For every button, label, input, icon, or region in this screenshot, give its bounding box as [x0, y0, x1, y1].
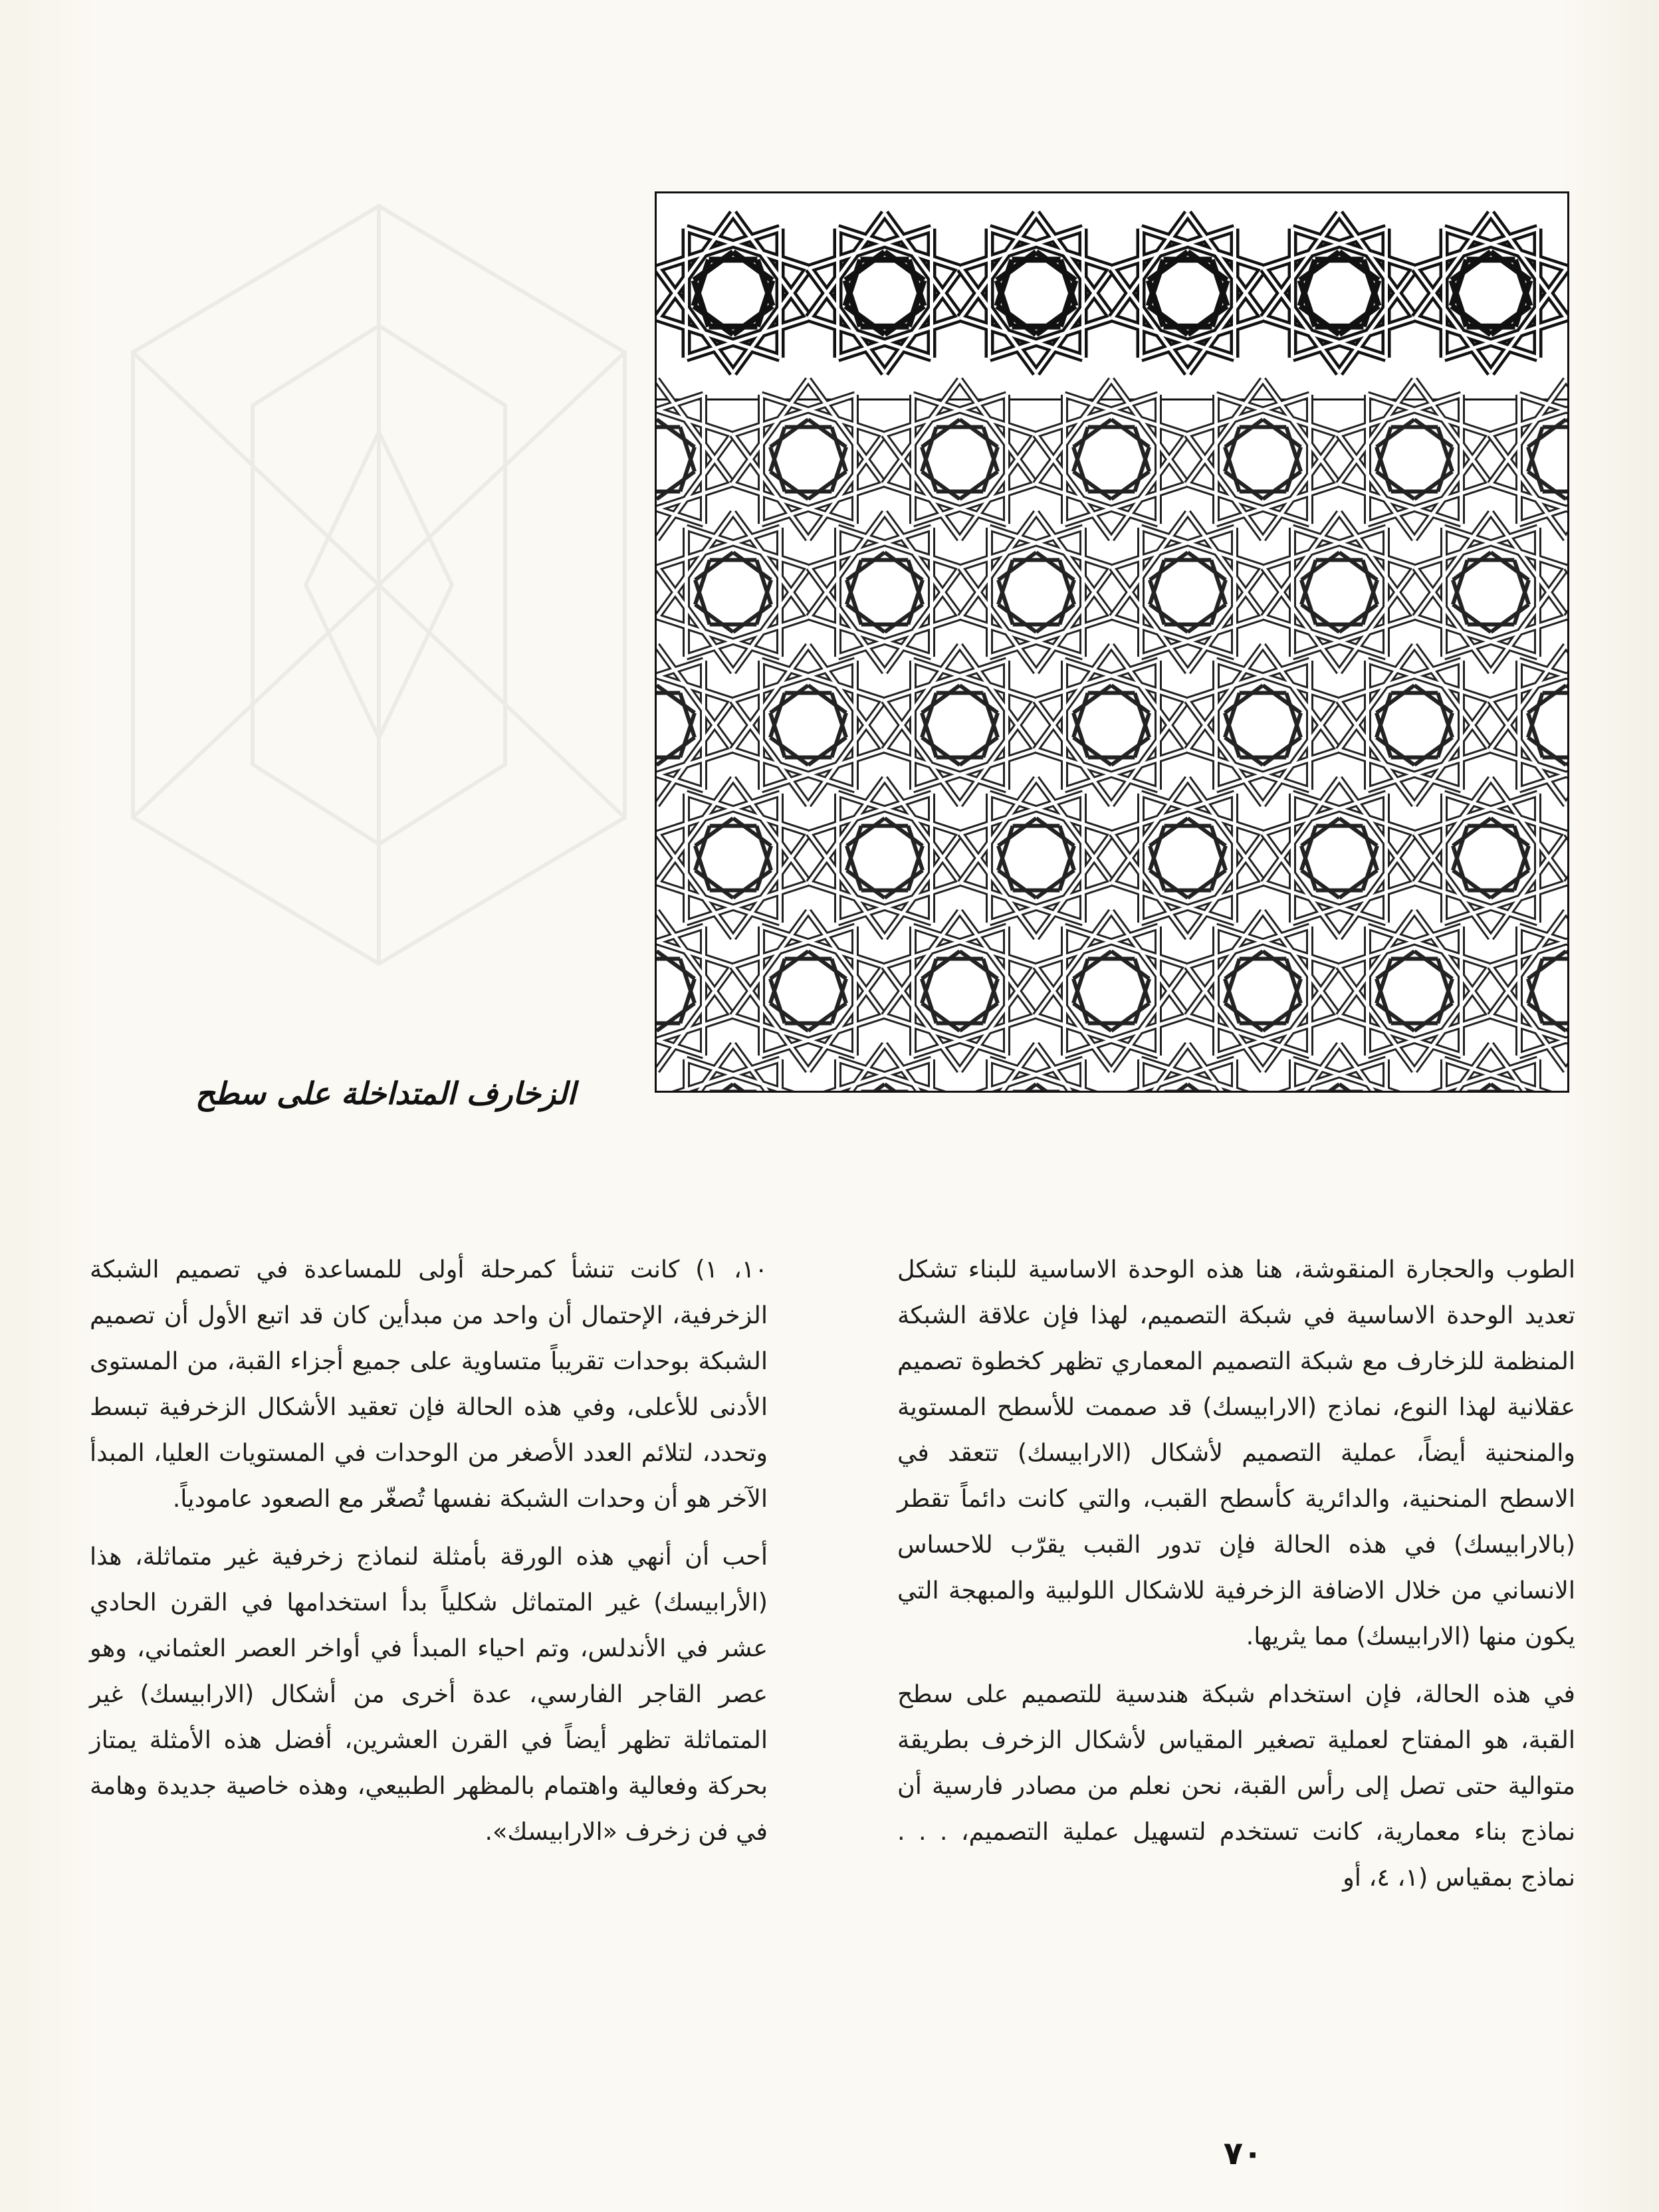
text-column-left [90, 1246, 768, 1866]
pattern-star [1264, 778, 1415, 938]
bleed-through-ornament [80, 179, 678, 990]
pattern-star [884, 645, 1036, 805]
pattern-star [732, 645, 884, 805]
pattern-star [1187, 911, 1339, 1071]
pattern-star [1301, 818, 1377, 898]
pattern-star [1187, 645, 1339, 805]
pattern-star [732, 911, 884, 1071]
pattern-star [695, 818, 771, 898]
pattern-star [960, 778, 1112, 938]
pattern-star [884, 911, 1036, 1071]
pattern-star [884, 380, 1036, 539]
pattern-star [657, 645, 732, 805]
pattern-star [1036, 380, 1187, 539]
pattern-star [847, 552, 923, 632]
pattern-star [1036, 645, 1187, 805]
pattern-star [770, 951, 846, 1031]
pattern-star [657, 685, 695, 765]
pattern-star [1112, 512, 1264, 672]
pattern-star [884, 380, 1036, 539]
pattern-star [922, 685, 998, 765]
pattern-star [1073, 951, 1149, 1031]
pattern-star [1377, 685, 1452, 765]
arabesque-pattern-figure [655, 191, 1569, 1093]
pattern-star [657, 778, 809, 938]
paragraph: الطوب والحجارة المنقوشة، هنا هذه الوحدة الاساسية للبناء تشكل تعديد الوحدة الاساسية في شبكة التصميم، لهذا فإن علاقة الشبكة المنظمة للزخارف مع شبكة التصميم المعماري تظهر كخطوة تصميم عقلانية لهذا النوع، نماذج (الارابيسك) قد صممت للأسطح المستوية والمنحنية أيضاً، عملية التصميم لأشكال (الارابيسك) تتعقد في الاسطح المنحنية، والدائرية كأسطح القبب، والتي كانت دائماً تقطر (بالارابيسك) في هذه الحالة فإن تدور القبب يقرّب للاحساس الانساني من خلال الاضافة الزخرفية للاشكال اللولبية والمبهجة التي يكون منها (الارابيسك) مما يثريها. [897, 1255, 1575, 1650]
pattern-star [1036, 911, 1187, 1071]
pattern-star [1528, 951, 1567, 1031]
pattern-star [1339, 380, 1490, 539]
pattern-star [1453, 818, 1529, 898]
pattern-star [657, 512, 809, 672]
page-number: ٧٠ [1223, 2135, 1263, 2172]
pattern-star [1187, 380, 1339, 539]
pattern-star [1036, 911, 1187, 1071]
pattern-star [732, 380, 884, 539]
pattern-star [732, 645, 884, 805]
figure-caption: الزخارف المتداخلة على سطح [195, 1075, 576, 1111]
pattern-star [884, 911, 1036, 1071]
pattern-star [960, 778, 1112, 938]
pattern-star [1490, 380, 1567, 539]
pattern-star [1264, 512, 1415, 672]
pattern-star [1073, 419, 1149, 499]
pattern-star [732, 911, 884, 1071]
pattern-star [809, 778, 960, 938]
pattern-star [1112, 778, 1264, 938]
pattern-star [1187, 911, 1339, 1071]
pattern-star [1112, 778, 1264, 938]
pattern-star [1225, 419, 1301, 499]
pattern-star [847, 818, 923, 898]
pattern-star [657, 380, 732, 539]
pattern-star [1036, 645, 1187, 805]
pattern-star [770, 685, 846, 765]
pattern-star [1225, 951, 1301, 1031]
pattern-star [1339, 645, 1490, 805]
pattern-star [1377, 951, 1452, 1031]
pattern-star [1415, 512, 1567, 672]
pattern-star [1187, 645, 1339, 805]
pattern-star [1301, 552, 1377, 632]
pattern-star [1187, 380, 1339, 539]
pattern-star [809, 778, 960, 938]
pattern-star [1036, 380, 1187, 539]
pattern-star [657, 778, 809, 938]
paragraph: في هذه الحالة، فإن استخدام شبكة هندسية للتصميم على سطح القبة، هو المفتاح لعملية تصغير المقياس لأشكال الزخرف بطريقة متوالية حتى تصل إلى رأس القبة، نحن نعلم من مصادر فارسية أن نماذج بناء معمارية، كانت تستخدم لتسهيل عملية التصميم، . . . نماذج بمقياس (١، ٤، أو [897, 1680, 1575, 1892]
pattern-star [1490, 645, 1567, 805]
pattern-star [1264, 512, 1415, 672]
pattern-star [1339, 911, 1490, 1071]
pattern-star [657, 512, 809, 672]
pattern-star [960, 512, 1112, 672]
pattern-star [998, 818, 1074, 898]
pattern-star [770, 419, 846, 499]
paragraph: ١٠، ١) كانت تنشأ كمرحلة أولى للمساعدة في تصميم الشبكة الزخرفية، الإحتمال أن واحد من مبدأين كان قد اتبع الأول أن تصميم الشبكة بوحدات تقريباً متساوية على جميع أجزاء القبة، من المستوى الأدنى للأعلى، وفي هذه الحالة فإن تعقيد الأشكال الزخرفية تبسط وتحدد، لتلائم العدد الأصغر من الوحدات في المستويات العليا، المبدأ الآخر هو أن وحدات الشبكة نفسها تُصغّر مع الصعود عامودياً. [90, 1255, 768, 1513]
pattern-star [1377, 419, 1452, 499]
text-column-right [897, 1246, 1575, 1912]
pattern-star [1339, 645, 1490, 805]
pattern-star [1150, 552, 1226, 632]
pattern-star [657, 419, 695, 499]
pattern-star [657, 911, 732, 1071]
pattern-star [1339, 911, 1490, 1071]
pattern-star [960, 512, 1112, 672]
pattern-star [884, 645, 1036, 805]
pattern-star [1415, 778, 1567, 938]
pattern-star [1150, 818, 1226, 898]
pattern-star [1264, 778, 1415, 938]
pattern-star [1415, 512, 1567, 672]
pattern-star [922, 419, 998, 499]
pattern-star [1453, 552, 1529, 632]
pattern-star [695, 552, 771, 632]
pattern-star [809, 512, 960, 672]
interlaced-star-pattern [657, 193, 1567, 1091]
pattern-star [1528, 685, 1567, 765]
pattern-star [1225, 685, 1301, 765]
pattern-star [922, 951, 998, 1031]
pattern-star [1528, 419, 1567, 499]
pattern-star [1339, 380, 1490, 539]
pattern-star [1112, 512, 1264, 672]
pattern-star [1415, 778, 1567, 938]
paragraph: أحب أن أنهي هذه الورقة بأمثلة لنماذج زخرفية غير متماثلة، هذا (الأرابيسك) غير المتماثل شكلياً بدأ استخدامها في القرن الحادي عشر في الأندلس، وتم احياء المبدأ في أواخر العصر العثماني، وهو عصر القاجر الفارسي، عدة أخرى من أشكال (الارابيسك) غير المتماثلة تظهر أيضاً في القرن العشرين، أفضل هذه الأمثلة يمتاز بحركة وفعالية واهتمام بالمظهر الطبيعي، وهذه خاصية جديدة وهامة في فن زخرف «الارابيسك». [90, 1542, 768, 1846]
pattern-star [998, 552, 1074, 632]
pattern-star [809, 512, 960, 672]
pattern-star [657, 951, 695, 1031]
pattern-star [1490, 911, 1567, 1071]
pattern-star [1073, 685, 1149, 765]
pattern-star [732, 380, 884, 539]
